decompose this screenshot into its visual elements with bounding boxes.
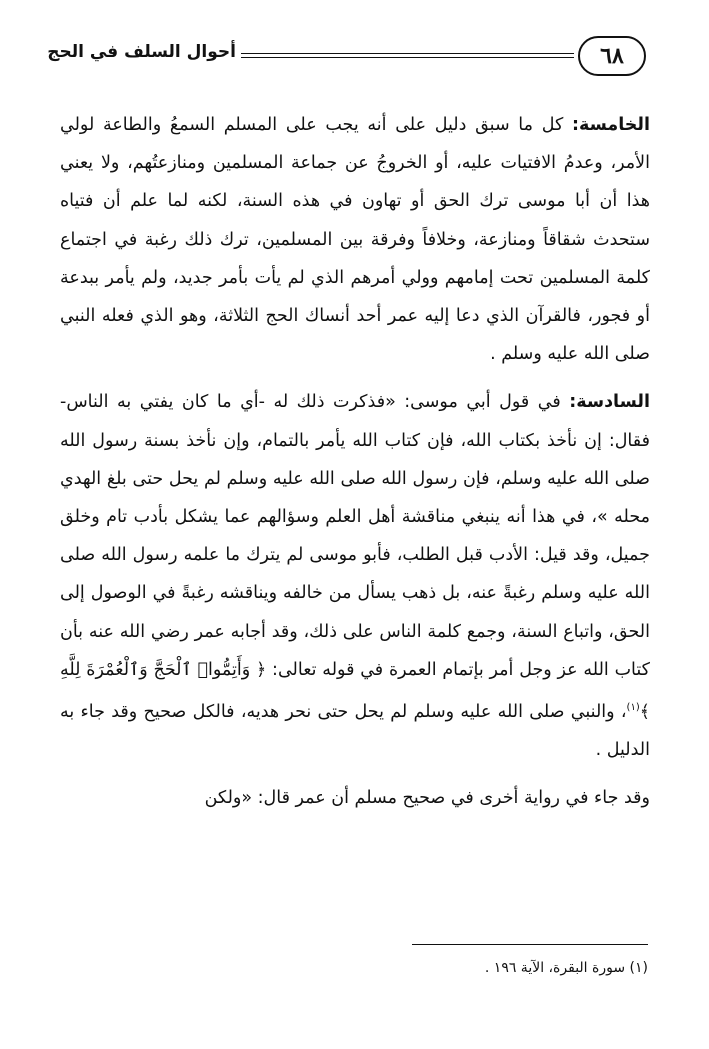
paragraph-text: كل ما سبق دليل على أنه يجب على المسلم السمعُ والطاعة لولي الأمر، وعدمُ الافتيات عليه، أو الخروجُ عن جماعة المسلمين ومنازعتُهم، ولا يعني هذا أن أبا موسى ترك الحق أو تهاون في هذه السنة، لكنه لما علم أن فتياه ستحدث شقاقاً ومنازعة، وخلافاً وفرقة بين المسلمين، ترك ذلك رغبة في اجتماع كلمة المسلمين تحت إمامهم وولي أمرهم الذي لم يأت بأمر جديد، ولم يأمر ببدعة أو فجور، فالقرآن الذي دعا إليه عمر أحد أنساك الحج الثلاثة، وهو الذي فعله النبي صلى الله عليه وسلم . xyxy=(60,115,650,365)
footnote-separator xyxy=(412,944,648,945)
page-number: ٦٨ xyxy=(578,36,646,76)
paragraph-text: في قول أبي موسى: «فذكرت ذلك له -أي ما كان يفتي به الناس- فقال: إن نأخذ بكتاب الله، فإن كتاب الله يأمر بالتمام، وإن نأخذ بسنة رسول الله صلى الله عليه وسلم، فإن رسول الله صلى الله عليه وسلم لم يحل حتى بلغ الهدي محله »، في هذا أنه ينبغي مناقشة أهل العلم وسؤالهم عما يشكل بأدب تام وخلق جميل، وقد قيل: الأدب قبل الطلب، فأبو موسى لم يترك ما علمه رسول الله صلى الله عليه وسلم رغبةً عنه، بل ذهب يسأل من خالفه ويناقشه رغبةً في الوصول إلى الحق، واتباع السنة، وجمع كلمة الناس على ذلك، وقد أجابه عمر رضي الله عنه بأن كتاب الله عز وجل أمر بإتمام العمرة في قوله تعالى: ﴿ وَأَتِمُّوا۟ ٱلْحَجَّ وَٱلْعُمْرَةَ لِلَّهِ ﴾ xyxy=(60,392,650,722)
paragraph-continuation xyxy=(60,779,650,817)
footnote: (١) سورة البقرة، الآية ١٩٦ . xyxy=(484,960,648,976)
paragraph-text: وقد جاء في رواية أخرى في صحيح مسلم أن عمر قال: «ولكن xyxy=(204,788,650,809)
paragraph-sixth xyxy=(60,383,650,769)
body-text xyxy=(60,106,650,817)
paragraph-lead: الخامسة: xyxy=(571,115,650,135)
running-title: أحوال السلف في الحج xyxy=(47,42,236,62)
header-double-rule xyxy=(241,53,574,58)
paragraph-lead: السادسة: xyxy=(569,392,650,413)
paragraph-text-continued: ، والنبي صلى الله عليه وسلم لم يحل حتى نحر هديه، فالكل صحيح وقد جاء به الدليل . xyxy=(60,701,650,761)
paragraph-fifth xyxy=(60,106,650,373)
page-header xyxy=(47,36,650,82)
footnote-marker[interactable]: (١) xyxy=(626,702,640,714)
